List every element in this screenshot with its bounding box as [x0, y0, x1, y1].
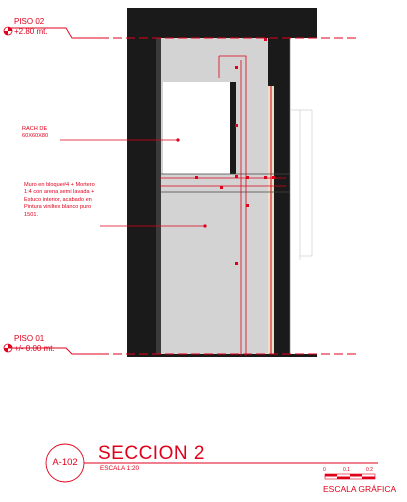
left-wall	[127, 8, 161, 356]
marker	[235, 66, 238, 69]
muro-leader-dot	[203, 224, 206, 227]
scale-tick-1: 0.1	[343, 467, 350, 473]
rach-note	[22, 126, 48, 141]
muro-note	[24, 182, 95, 219]
marker	[246, 204, 249, 207]
muro-note-line: Muro en bloque#4 + Mortero	[24, 182, 95, 188]
sheet-tag: A-102	[52, 457, 78, 468]
scale-seg	[337, 477, 350, 480]
left-wall-edge	[156, 38, 161, 356]
graphic-scale-label: ESCALA GRÁFICA	[323, 484, 397, 494]
level-1-name: PISO 02	[14, 17, 45, 26]
marker	[195, 176, 198, 179]
rach-note-line: RACH DE	[22, 126, 48, 132]
level-symbols	[4, 27, 12, 352]
right-slab	[286, 8, 317, 38]
marker	[235, 262, 238, 265]
marker	[220, 186, 223, 189]
rach-note-line: 60X60X80	[22, 133, 49, 140]
marker	[264, 176, 267, 179]
marker	[235, 175, 238, 178]
graphic-scale-bar	[325, 474, 375, 479]
level-2-name: PISO 01	[14, 334, 45, 343]
scale-seg	[325, 474, 337, 477]
frame-outline	[290, 110, 312, 256]
scale-tick-2: 0.2	[366, 467, 373, 473]
floor-slab	[127, 354, 317, 357]
section-scale: ESCALA 1:20	[100, 465, 140, 472]
level-1-value: +2.80 mt.	[14, 27, 48, 36]
rach-leader-dot	[176, 138, 179, 141]
section-title: SECCION 2	[98, 443, 205, 464]
marker	[272, 176, 275, 179]
muro-note-line: 1:4 con arena semi lavada +	[24, 189, 95, 196]
muro-note-line: Pintura viniltex blanco puro	[24, 204, 92, 211]
opening-jamb	[230, 82, 236, 174]
scale-seg	[350, 474, 362, 477]
muro-note-line: Estuco interior, acabado en	[24, 196, 92, 203]
scale-tick-0: 0	[323, 467, 326, 473]
marker	[235, 124, 238, 127]
rach-opening	[163, 82, 230, 174]
level-2-value: +/- 0.00 mt.	[14, 344, 55, 353]
scale-seg	[362, 477, 375, 480]
marker	[246, 176, 249, 179]
muro-note-line: 1501.	[24, 211, 38, 218]
